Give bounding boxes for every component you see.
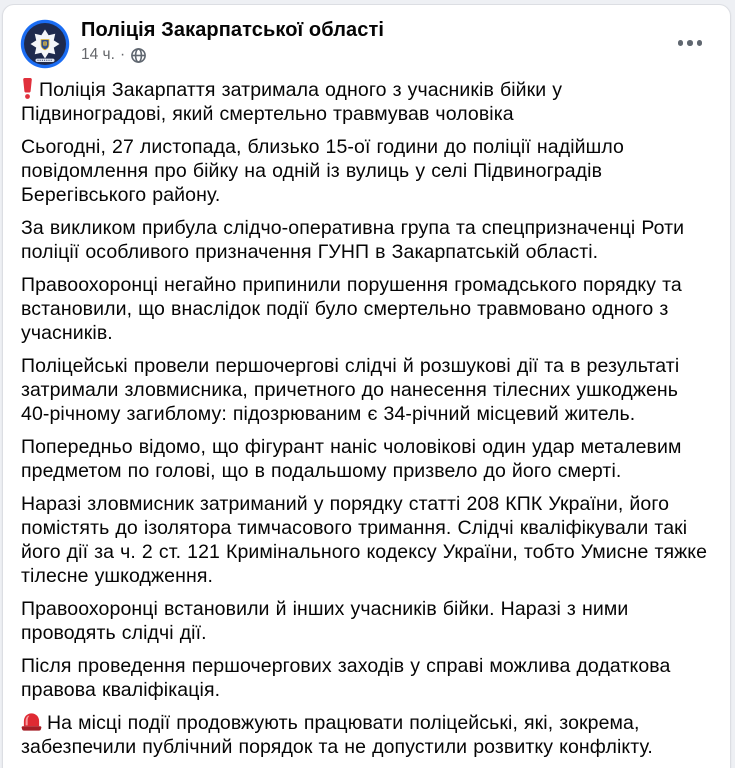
- post-paragraph: На місці події продовжують працювати поліцейські, які, зокрема, забезпечили публічний порядок та не допустили розвитку конфлікту.: [21, 712, 653, 758]
- post-paragraph: Поліцейські провели першочергові слідчі й розшукові дії та в результаті затримали зловмисника, причетного до нанесення тілесних ушкоджень 40-річному загиблому: підозрюваним є 34-річний місцевий житель.: [21, 355, 680, 425]
- page-name[interactable]: Поліція Закарпатської області: [81, 19, 385, 41]
- post-paragraph: Після проведення першочергових заходів у справі можлива додаткова правова кваліфікація.: [21, 655, 671, 701]
- red-exclamation-icon: [21, 78, 34, 99]
- post-paragraph: Наразі зловмисник затриманий у порядку статті 208 КПК України, його помістять до ізолятора тимчасового тримання. Слідчі кваліфікували такі його дії за ч. 2 ст. 121 Кримінального кодексу України, тобто Умисне тяжке тілесне ушкодження.: [21, 493, 708, 587]
- page-avatar-police-logo[interactable]: [19, 18, 71, 70]
- post-card: [2, 4, 731, 768]
- ellipsis-icon: [678, 40, 684, 46]
- post-paragraph: Правоохоронці негайно припинили порушення громадського порядку та встановили, що внаслідок події було смертельно травмовано одного з учасників.: [21, 274, 682, 344]
- post-timestamp[interactable]: 14 ч.: [81, 46, 115, 63]
- post-header: [3, 5, 730, 74]
- post-content: [3, 74, 730, 768]
- post-paragraph: Правоохоронці встановили й інших учасників бійки. Наразі з ними проводять слідчі дії.: [21, 598, 629, 644]
- header-info: [81, 18, 384, 64]
- police-beacon-icon: [21, 712, 42, 732]
- post-paragraph: Поліція Закарпаття затримала одного з учасників бійки у Підвиноградові, який смертельно травмував чоловіка: [21, 79, 563, 125]
- post-paragraph: Сьогодні, 27 листопада, близько 15-ої години до поліції надійшло повідомлення про бійку на одній із вулиць у селі Підвиноградів Берегівського району.: [21, 136, 625, 206]
- meta-separator: ·: [119, 46, 126, 63]
- post-paragraph: За викликом прибула слідчо-оперативна група та спецпризначенці Роти поліції особливого призначення ГУНП в Закарпатській області.: [21, 217, 685, 263]
- post-options-button[interactable]: [668, 18, 717, 56]
- globe-icon: [130, 47, 147, 64]
- post-paragraph: Попередньо відомо, що фігурант наніс чоловікові один удар металевим предметом по голові, що в подальшому призвело до його смерті.: [21, 436, 682, 482]
- post-meta: [81, 46, 384, 64]
